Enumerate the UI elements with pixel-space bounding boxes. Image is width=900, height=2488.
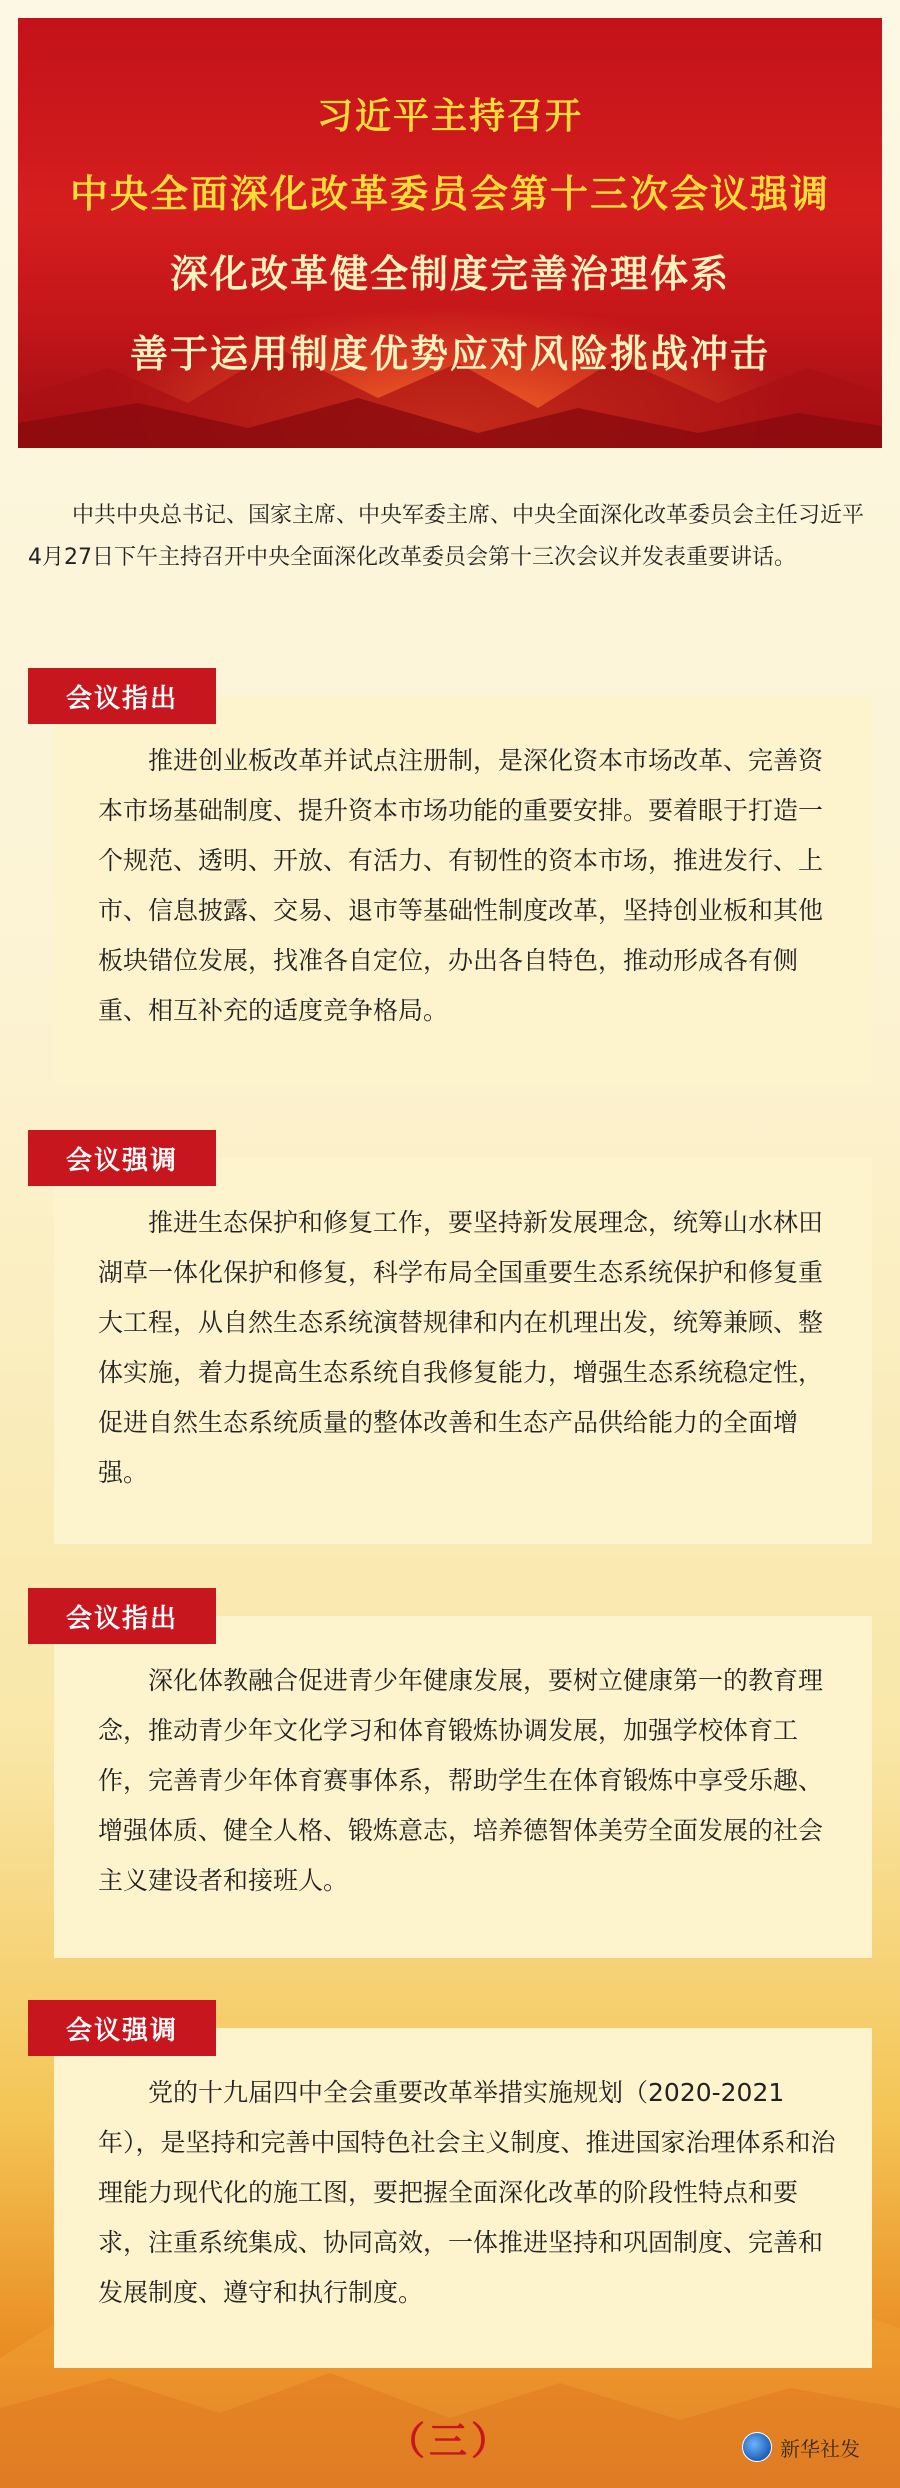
series-part-label: （三） bbox=[386, 2419, 513, 2463]
section-text: 党的十九届四中全会重要改革举措实施规划（2020-2021年），是坚持和完善中国特色社会主义制度、推进国家治理体系和治理能力现代化的施工图，要把握全面深化改革的阶段性特点和要求，注重系统集成、协同高效，一体推进坚持和巩固制度、完善和发展制度、遵守和执行制度。 bbox=[98, 2078, 836, 2307]
section-card bbox=[54, 2028, 872, 2368]
headline-line-1: 习近平主持召开 bbox=[316, 96, 583, 137]
section-tag: 会议指出 bbox=[28, 668, 216, 724]
section-text: 深化体教融合促进青少年健康发展，要树立健康第一的教育理念，推动青少年文化学习和体育锻炼协调发展，加强学校体育工作，完善青少年体育赛事体系，帮助学生在体育锻炼中享受乐趣、增强体质、健全人格、锻炼意志，培养德智体美劳全面发展的社会主义建设者和接班人。 bbox=[98, 1666, 824, 1895]
headline-line-4: 善于运用制度优势应对风险挑战冲击 bbox=[129, 332, 770, 376]
source-credit bbox=[742, 2432, 860, 2462]
section-card bbox=[54, 696, 872, 1082]
header-banner bbox=[18, 18, 882, 448]
section-card bbox=[54, 1616, 872, 1958]
section-card bbox=[54, 1158, 872, 1544]
intro-paragraph: 中共中央总书记、国家主席、中央军委主席、中央全面深化改革委员会主任习近平4月27日下午主持召开中央全面深化改革委员会第十三次会议并发表重要讲话。 bbox=[28, 503, 865, 570]
section-tag: 会议指出 bbox=[28, 1588, 216, 1644]
section-text: 推进创业板改革并试点注册制，是深化资本市场改革、完善资本市场基础制度、提升资本市场功能的重要安排。要着眼于打造一个规范、透明、开放、有活力、有韧性的资本市场，推进发行、上市、信息披露、交易、退市等基础性制度改革，坚持创业板和其他板块错位发展，找准各自定位，办出各自特色，推动形成各有侧重、相互补充的适度竞争格局。 bbox=[98, 746, 824, 1025]
section-text: 推进生态保护和修复工作，要坚持新发展理念，统筹山水林田湖草一体化保护和修复，科学布局全国重要生态系统保护和修复重大工程，从自然生态系统演替规律和内在机理出发，统筹兼顾、整体实施，着力提高生态系统自我修复能力，增强生态系统稳定性，促进自然生态系统质量的整体改善和生态产品供给能力的全面增强。 bbox=[98, 1208, 824, 1487]
headline-line-3: 深化改革健全制度完善治理体系 bbox=[169, 252, 730, 296]
section-tag: 会议强调 bbox=[28, 1130, 216, 1186]
section-tag: 会议强调 bbox=[28, 2000, 216, 2056]
source-label: 新华社发 bbox=[780, 2436, 860, 2461]
headline-line-2: 中央全面深化改革委员会第十三次会议强调 bbox=[69, 172, 830, 216]
xinhua-globe-icon bbox=[742, 2432, 772, 2462]
